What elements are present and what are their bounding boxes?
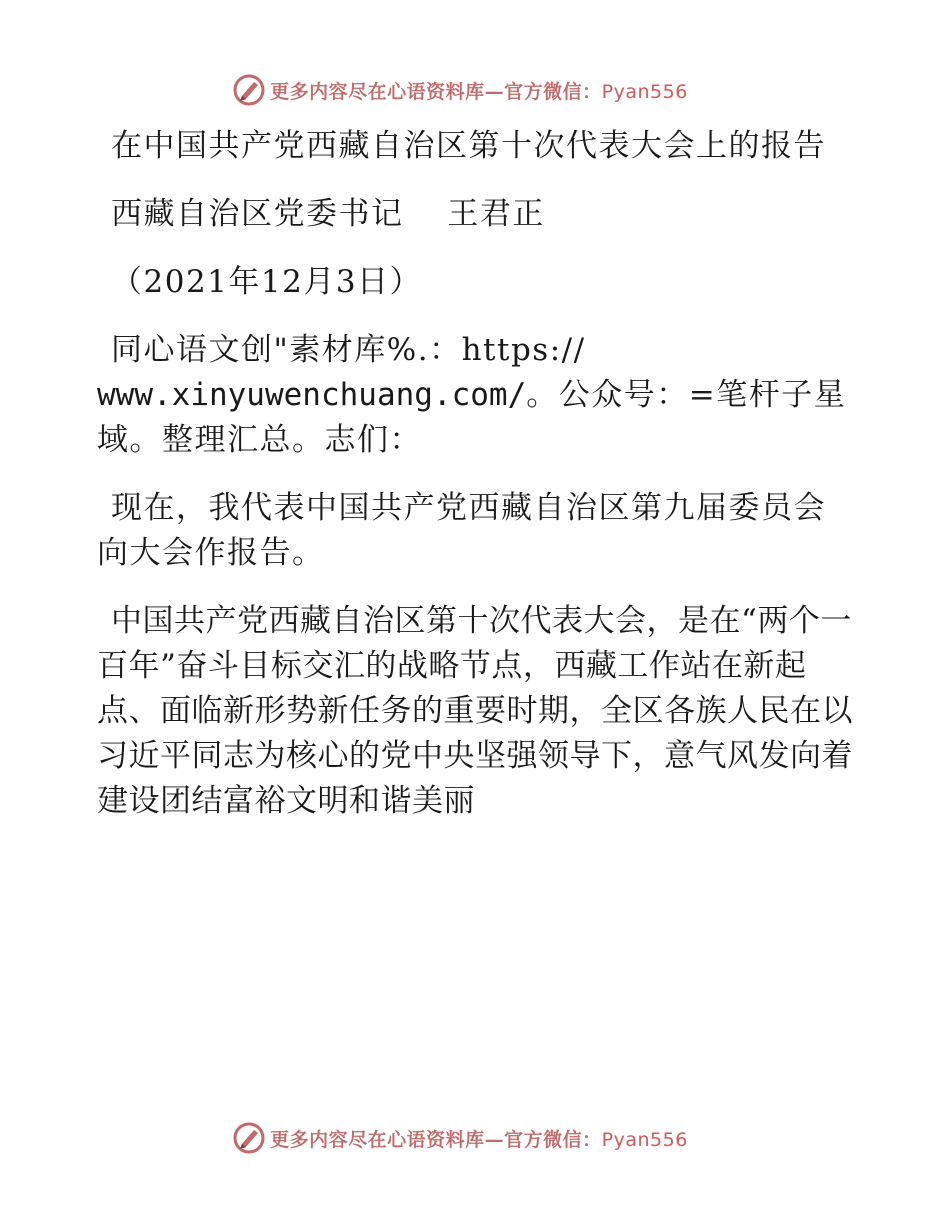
source-line-2-rest: 。公众号：=笔杆子星域。整理汇总。志们：: [97, 377, 847, 458]
paragraph-main: 中国共产党西藏自治区第十次代表大会，是在“两个一百年”奋斗目标交汇的战略节点，西藏工作站在新起点、面临新形势新任务的重要时期，全区各族人民在以习近平同志为核心的党中央坚强领导下，意气风发向着建设团结富裕文明和谐美丽: [97, 603, 853, 819]
document-title: 在中国共产党西藏自治区第十次代表大会上的报告: [111, 128, 826, 164]
document-speaker: 西藏自治区党委书记 王君正: [111, 196, 545, 232]
banner-text: [270, 77, 688, 104]
source-line-1: 同心语文创"素材库%.：https://: [111, 332, 586, 368]
source-url: www.xinyuwenchuang.com/: [97, 377, 527, 413]
document-date: （2021年12月3日）: [111, 264, 423, 300]
banner-prefix: 更多内容尽在心语资料库—官方微信：: [270, 1128, 602, 1151]
banner-wechat-id: Pyan556: [601, 80, 688, 103]
stylized-pen-circle-icon: [232, 1121, 266, 1155]
banner-wechat-id: Pyan556: [601, 1128, 688, 1151]
document-body: [97, 124, 857, 847]
stylized-pen-circle-icon: [232, 73, 266, 107]
banner-text: [270, 1125, 688, 1152]
source-paragraph: [97, 328, 857, 463]
header-watermark-banner: [0, 70, 950, 110]
banner-prefix: 更多内容尽在心语资料库—官方微信：: [270, 80, 602, 103]
paragraph-opening: 现在，我代表中国共产党西藏自治区第九届委员会向大会作报告。: [97, 490, 826, 571]
footer-watermark-banner: [0, 1118, 950, 1158]
